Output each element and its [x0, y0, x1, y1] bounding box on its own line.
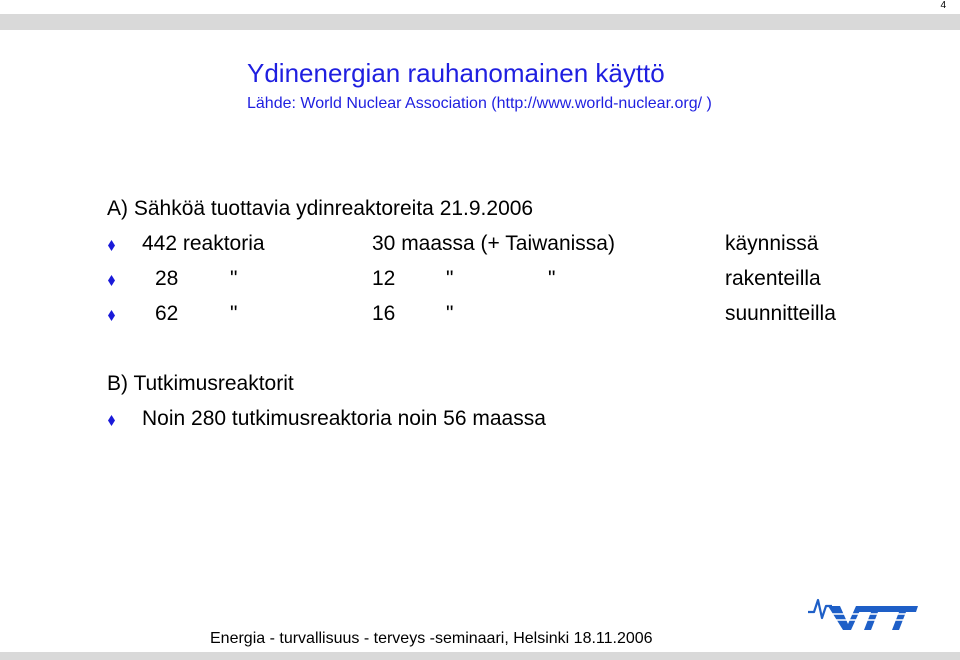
diamond-bullet-icon [108, 240, 115, 251]
diamond-bullet-icon [108, 275, 115, 286]
row-2-countries: 12 [372, 267, 396, 290]
source-line: Lähde: World Nuclear Association (http://www.world-nuclear.org/ ) [247, 95, 712, 112]
row-2-count: 28 [155, 267, 179, 290]
row-2-countries-ditto: " [446, 267, 454, 290]
section-b-heading: B) Tutkimusreaktorit [107, 372, 294, 395]
row-2-status: rakenteilla [725, 267, 821, 290]
page-number: 4 [940, 0, 946, 11]
row-3-count-ditto: " [230, 302, 238, 325]
row-2-count-ditto: " [230, 267, 238, 290]
row-2-taiwan-ditto: " [548, 267, 556, 290]
row-3-countries-ditto: " [446, 302, 454, 325]
row-3-count: 62 [155, 302, 179, 325]
footer-text: Energia - turvallisuus - terveys -seminaari, Helsinki 18.11.2006 [210, 630, 653, 647]
row-1-countries: 30 maassa (+ Taiwanissa) [372, 232, 615, 255]
diamond-bullet-icon [108, 415, 115, 426]
row-3-status: suunnitteilla [725, 302, 836, 325]
diamond-bullet-icon [108, 310, 115, 321]
vtt-logo [806, 592, 920, 632]
section-a-heading: A) Sähköä tuottavia ydinreaktoreita 21.9.2006 [107, 197, 534, 220]
slide-title: Ydinenergian rauhanomainen käyttö [247, 58, 665, 88]
footer-bar [0, 652, 960, 660]
row-1-status: käynnissä [725, 232, 819, 255]
row-3-countries: 16 [372, 302, 396, 325]
header-rule [0, 14, 960, 30]
section-b-item: Noin 280 tutkimusreaktoria noin 56 maassa [142, 407, 546, 430]
row-1-count: 442 reaktoria [142, 232, 265, 255]
